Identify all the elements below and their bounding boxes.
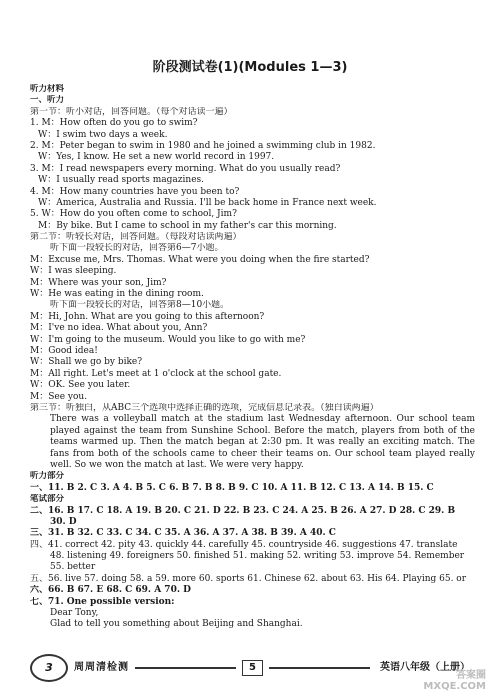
page-number: 5 (242, 660, 263, 675)
content-line: 三、31. B 32. C 33. C 34. C 35. A 36. A 37. A 38. B 39. A 40. C (30, 528, 336, 539)
brand-logo: 3 (30, 654, 68, 682)
content-line: 第二节：听较长对话，回答问题。（每段对话读两遍） (30, 232, 242, 243)
content-line: M：All right. Let's meet at 1 o'clock at the school gate. (30, 368, 282, 379)
brand-name: 周周清检测 (74, 662, 129, 674)
content-line: M：Good idea! (30, 345, 98, 356)
page-footer (30, 655, 470, 681)
content-line: 听下面一段较长的对话，回答第6—7小题。 (50, 243, 224, 254)
page-title: 阶段测试卷(1)(Modules 1—3) (152, 60, 348, 75)
content-line: 55. better (50, 562, 96, 573)
content-line: M：Where was your son, Jim? (30, 277, 167, 288)
content-line: W：I swim two days a week. (38, 129, 168, 140)
content-line: M：Excuse me, Mrs. Thomas. What were you doing when the fire started? (30, 254, 370, 265)
content-line: M：By bike. But I came to school in my father's car this morning. (38, 220, 337, 231)
content-line: 七、71. One possible version: (30, 596, 175, 607)
content-line: 一、听力 (30, 95, 65, 106)
watermark: 答案圈 MXQE.COM (423, 670, 486, 693)
content-line: 听力部分 (30, 471, 65, 482)
content-line: M：Hi, John. What are you going to this afternoon? (30, 311, 265, 322)
content-line: 第一节：听小对话，回答问题。（每个对话读一遍） (30, 106, 233, 117)
subject-label: 英语八年级（上册） (380, 662, 470, 674)
content-line: 笔试部分 (30, 494, 65, 505)
content-line: 第三节：听独白，从ABC三个选项中选择正确的选项，完成信息记录表。（独白读两遍） (30, 402, 379, 413)
document-body (30, 84, 475, 631)
content-line: Dear Tony, (50, 608, 99, 619)
content-line: Glad to tell you something about Beijing and Shanghai. (50, 619, 303, 630)
content-line: 2. M：Peter began to swim in 1980 and he joined a swimming club in 1982. (30, 140, 376, 151)
content-line: 听力材料 (30, 84, 65, 94)
content-line: W：OK. See you later. (30, 380, 131, 391)
footer-rule-right (269, 667, 370, 669)
content-line: 4. M：How many countries have you been to? (30, 186, 240, 197)
footer-rule (135, 667, 236, 669)
content-line: M：I've no idea. What about you, Ann? (30, 323, 208, 334)
content-line: There was a volleyball match at the stadium last Wednesday afternoon. Our school team played against the team from Sunshine School. Before the match, players from both of the teams warmed up. Then the match began at 2:30 pm. It was really an exciting match. The fans from both of the schools came to cheer their teams on. Our school team played really well. So we won the match at last. We were very happy. (50, 414, 475, 470)
content-line: W：Shall we go by bike? (30, 357, 143, 368)
content-line: W：He was eating in the dining room. (30, 289, 204, 300)
content-line: 一、11. B 2. C 3. A 4. B 5. C 6. B 7. B 8. B 9. C 10. A 11. B 12. C 13. A 14. B 15. C (30, 482, 434, 493)
content-line: W：America, Australia and Russia. I'll be back home in France next week. (38, 197, 377, 208)
content-line: 48. listening 49. foreigners 50. finished 51. making 52. writing 53. improve 54. Remember (50, 551, 465, 562)
content-line: 听下面一段较长的对话，回答第8—10小题。 (50, 300, 230, 311)
content-line: 5. W：How do you often come to school, Jim? (30, 209, 237, 220)
content-line: 五、56. live 57. doing 58. a 59. more 60. sports 61. Chinese 62. about 63. His 64. Playing 65. or (30, 573, 467, 584)
content-line: 1. M：How often do you go to swim? (30, 118, 198, 129)
content-line: 30. D (50, 516, 77, 527)
content-line: 二、16. B 17. C 18. A 19. B 20. C 21. D 22. B 23. C 24. A 25. B 26. A 27. D 28. C 29. B (30, 505, 456, 516)
content-line: W：I was sleeping. (30, 266, 117, 277)
content-line: W：I usually read sports magazines. (38, 175, 205, 186)
content-line: 四、41. correct 42. pity 43. quickly 44. carefully 45. countryside 46. suggestions 47. translate (30, 539, 458, 550)
content-line: 3. M：I read newspapers every morning. What do you usually read? (30, 163, 341, 174)
content-line: W：I'm going to the museum. Would you like to go with me? (30, 334, 306, 345)
content-line: 六、66. B 67. E 68. C 69. A 70. D (30, 585, 191, 596)
content-line: W：Yes, I know. He set a new world record in 1997. (38, 152, 275, 163)
content-line: M：See you. (30, 391, 88, 402)
